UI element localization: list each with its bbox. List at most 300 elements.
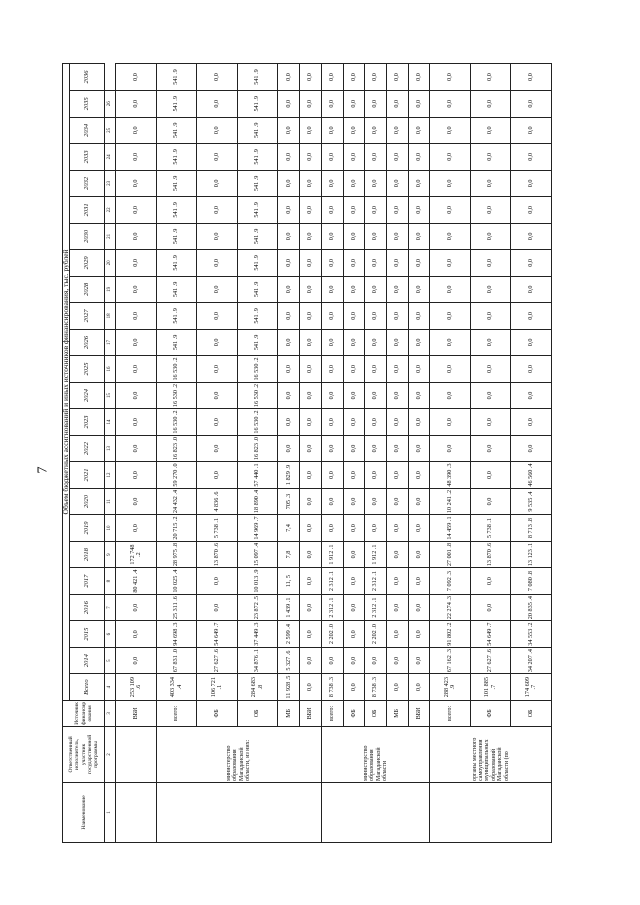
value-cell: 0,0 (197, 568, 238, 595)
value-cell: 0,0 (321, 223, 343, 250)
value-cell: 0,0 (343, 568, 365, 595)
value-cell: 34 553 .2 (511, 621, 552, 648)
value-cell: 0,0 (365, 276, 387, 303)
value-cell: 0,0 (511, 170, 552, 197)
value-cell: 0,0 (197, 91, 238, 118)
value-cell: 0,0 (321, 117, 343, 144)
value-cell: 0,0 (321, 329, 343, 356)
value-cell: 0,0 (387, 223, 409, 250)
value-cell: 67 162 .3 (430, 647, 471, 674)
value-cell: 94 698 .3 (156, 621, 197, 648)
value-cell: 0,0 (365, 515, 387, 542)
row-name (116, 782, 157, 842)
value-cell: 541 .9 (237, 303, 278, 330)
value-cell: 5 738 .1 (470, 515, 511, 542)
value-cell: 0,0 (321, 197, 343, 224)
value-cell: 0,0 (343, 594, 365, 621)
column-number: 15 (105, 382, 116, 409)
value-cell: 0,0 (197, 144, 238, 171)
value-cell: 2 202 .0 (321, 621, 343, 648)
value-cell: 0,0 (343, 144, 365, 171)
value-cell: 7,8 (278, 541, 300, 568)
value-cell: 0,0 (387, 515, 409, 542)
value-cell: 0,0 (197, 356, 238, 383)
value-cell: 25 311 .6 (156, 594, 197, 621)
value-cell: 0,0 (116, 91, 157, 118)
value-cell: 37 449 .3 (237, 621, 278, 648)
value-cell: 0,0 (116, 144, 157, 171)
value-cell: 67 831 .0 (156, 647, 197, 674)
value-cell: 0,0 (343, 250, 365, 277)
value-cell: 541 .9 (156, 64, 197, 91)
column-number: 25 (105, 117, 116, 144)
value-cell: 0,0 (197, 276, 238, 303)
value-cell: 0,0 (511, 91, 552, 118)
header-responsible: Ответственный исполнитель, участник государственной программы (63, 726, 105, 782)
value-cell: 8 738 .3 (321, 674, 343, 701)
value-cell: 0,0 (470, 488, 511, 515)
value-cell: 0,0 (387, 117, 409, 144)
value-cell: 0,0 (430, 276, 471, 303)
value-cell: 0,0 (511, 197, 552, 224)
value-cell: 0,0 (300, 356, 322, 383)
value-cell: 5 327 .6 (278, 647, 300, 674)
value-cell: 541 .9 (156, 117, 197, 144)
value-cell: 20 715 .2 (156, 515, 197, 542)
value-cell: 0,0 (300, 435, 322, 462)
value-cell: 16 530 .2 (156, 409, 197, 436)
value-cell: 0,0 (387, 250, 409, 277)
value-cell: 0,0 (278, 276, 300, 303)
header-year: 2036 (70, 64, 105, 91)
value-cell: 541 .9 (237, 170, 278, 197)
value-cell: 59 270 .0 (156, 462, 197, 489)
header-year: 2018 (70, 541, 105, 568)
header-funding: Объем бюджетных ассигнований и иных источников финансирования, тыс. рублей (63, 64, 70, 701)
value-cell: 0,0 (408, 568, 430, 595)
value-cell: 1 912 .1 (321, 541, 343, 568)
value-cell: 0,0 (430, 329, 471, 356)
value-cell: 0,0 (116, 647, 157, 674)
rotated-table-wrapper (62, 63, 552, 843)
column-number: 13 (105, 435, 116, 462)
table-row (237, 64, 278, 843)
value-cell: 0,0 (300, 621, 322, 648)
value-cell: 22 274 .3 (430, 594, 471, 621)
value-cell: 0,0 (343, 382, 365, 409)
column-number: 4 (105, 674, 116, 701)
value-cell: 0,0 (343, 435, 365, 462)
value-cell: 541 .9 (237, 250, 278, 277)
value-cell: 0,0 (408, 144, 430, 171)
value-cell: 0,0 (430, 435, 471, 462)
value-cell: 34 876 .1 (237, 647, 278, 674)
value-cell: 0,0 (343, 64, 365, 91)
value-cell: 101 885 .7 (470, 674, 511, 701)
value-cell: 2 312 .1 (365, 568, 387, 595)
row-source: всего: (321, 700, 343, 726)
header-year: 2028 (70, 276, 105, 303)
value-cell: 0,0 (408, 250, 430, 277)
value-cell: 541 .9 (237, 144, 278, 171)
value-cell: 0,0 (408, 382, 430, 409)
value-cell: 0,0 (387, 488, 409, 515)
value-cell: 0,0 (430, 382, 471, 409)
value-cell: 0,0 (387, 382, 409, 409)
value-cell: 27 001 .8 (430, 541, 471, 568)
value-cell: 9 535 .4 (511, 488, 552, 515)
value-cell: 0,0 (116, 117, 157, 144)
value-cell: 174 609 .7 (511, 674, 552, 701)
value-cell: 0,0 (321, 382, 343, 409)
value-cell: 0,0 (343, 117, 365, 144)
value-cell: 7 092 .3 (430, 568, 471, 595)
value-cell: 403 334 .4 (156, 674, 197, 701)
value-cell: 11 928 .5 (278, 674, 300, 701)
value-cell: 0,0 (321, 276, 343, 303)
value-cell: 0,0 (387, 276, 409, 303)
column-number: 26 (105, 91, 116, 118)
header-year: 2016 (70, 594, 105, 621)
header-year: 2020 (70, 488, 105, 515)
value-cell: 541 .9 (156, 197, 197, 224)
header-year: 2031 (70, 197, 105, 224)
value-cell: 0,0 (321, 64, 343, 91)
table-row (470, 64, 511, 843)
value-cell: 288 423 .9 (430, 674, 471, 701)
value-cell: 0,0 (408, 276, 430, 303)
value-cell: 541 .9 (156, 223, 197, 250)
value-cell: 0,0 (321, 250, 343, 277)
value-cell: 0,0 (365, 462, 387, 489)
table-row (278, 64, 300, 843)
table-row (365, 64, 387, 843)
value-cell: 0,0 (430, 250, 471, 277)
value-cell: 0,0 (365, 647, 387, 674)
value-cell: 0,0 (387, 621, 409, 648)
value-cell: 0,0 (408, 91, 430, 118)
value-cell: 0,0 (197, 594, 238, 621)
value-cell: 0,0 (511, 409, 552, 436)
value-cell: 15 097 .4 (237, 541, 278, 568)
value-cell: 0,0 (511, 250, 552, 277)
value-cell: 0,0 (470, 117, 511, 144)
value-cell: 0,0 (408, 462, 430, 489)
column-number: 10 (105, 515, 116, 542)
value-cell: 541 .9 (237, 117, 278, 144)
value-cell: 0,0 (116, 515, 157, 542)
value-cell: 0,0 (470, 250, 511, 277)
value-cell: 0,0 (197, 250, 238, 277)
row-name (156, 782, 321, 842)
value-cell: 0,0 (408, 223, 430, 250)
value-cell: 0,0 (511, 223, 552, 250)
value-cell: 541 .9 (156, 329, 197, 356)
funding-table (62, 63, 552, 843)
value-cell: 0,0 (387, 329, 409, 356)
page-number: 7 (35, 466, 51, 474)
value-cell: 0,0 (365, 250, 387, 277)
value-cell: 0,0 (387, 568, 409, 595)
value-cell: 0,0 (343, 515, 365, 542)
value-cell: 284 683 .8 (237, 674, 278, 701)
value-cell: 0,0 (343, 356, 365, 383)
column-number: 3 (105, 700, 116, 726)
value-cell: 2 202 .0 (365, 621, 387, 648)
value-cell: 0,0 (470, 435, 511, 462)
value-cell: 0,0 (300, 409, 322, 436)
column-number: 12 (105, 462, 116, 489)
value-cell: 0,0 (511, 329, 552, 356)
value-cell: 0,0 (408, 329, 430, 356)
value-cell: 0,0 (430, 144, 471, 171)
header-year: 2023 (70, 409, 105, 436)
value-cell: 0,0 (321, 435, 343, 462)
value-cell: 0,0 (470, 223, 511, 250)
header-year: 2033 (70, 144, 105, 171)
column-number: 9 (105, 541, 116, 568)
row-source: МБ (387, 700, 409, 726)
value-cell: 0,0 (408, 409, 430, 436)
value-cell: 0,0 (387, 170, 409, 197)
value-cell: 0,0 (511, 382, 552, 409)
value-cell: 0,0 (278, 329, 300, 356)
value-cell: 0,0 (116, 382, 157, 409)
table-row (511, 64, 552, 843)
value-cell: 541 .9 (237, 64, 278, 91)
column-number: 20 (105, 250, 116, 277)
value-cell: 27 627 .6 (197, 647, 238, 674)
value-cell: 0,0 (321, 488, 343, 515)
value-cell: 0,0 (300, 276, 322, 303)
value-cell: 0,0 (343, 170, 365, 197)
value-cell: 14 969 .7 (237, 515, 278, 542)
value-cell: 541 .9 (237, 91, 278, 118)
value-cell: 0,0 (278, 223, 300, 250)
value-cell: 5 738 .1 (197, 515, 238, 542)
value-cell: 0,0 (343, 276, 365, 303)
row-source: МБ (278, 700, 300, 726)
value-cell: 2 312 .1 (321, 594, 343, 621)
value-cell: 541 .9 (237, 197, 278, 224)
value-cell: 0,0 (511, 435, 552, 462)
value-cell: 0,0 (470, 594, 511, 621)
value-cell: 0,0 (197, 170, 238, 197)
value-cell: 2 599 .4 (278, 621, 300, 648)
value-cell: 0,0 (278, 303, 300, 330)
value-cell: 0,0 (300, 170, 322, 197)
value-cell: 0,0 (408, 117, 430, 144)
value-cell: 0,0 (387, 462, 409, 489)
row-name (430, 782, 552, 842)
value-cell: 0,0 (430, 170, 471, 197)
value-cell: 0,0 (300, 303, 322, 330)
value-cell: 0,0 (343, 197, 365, 224)
value-cell: 0,0 (197, 223, 238, 250)
value-cell: 0,0 (387, 674, 409, 701)
table-row (343, 64, 365, 843)
value-cell: 0,0 (116, 170, 157, 197)
value-cell: 16 530 .2 (156, 382, 197, 409)
value-cell: 0,0 (278, 117, 300, 144)
value-cell: 0,0 (365, 435, 387, 462)
header-year: 2029 (70, 250, 105, 277)
value-cell: 0,0 (511, 64, 552, 91)
value-cell: 0,0 (116, 303, 157, 330)
value-cell: 0,0 (365, 329, 387, 356)
value-cell: 0,0 (511, 276, 552, 303)
value-cell: 24 432 .4 (156, 488, 197, 515)
value-cell: 0,0 (116, 356, 157, 383)
column-number: 2 (105, 726, 116, 782)
value-cell: 0,0 (430, 64, 471, 91)
value-cell: 0,0 (408, 197, 430, 224)
value-cell: 0,0 (116, 223, 157, 250)
value-cell: 0,0 (365, 170, 387, 197)
value-cell: 7,4 (278, 515, 300, 542)
column-number: 23 (105, 170, 116, 197)
value-cell: 0,0 (408, 674, 430, 701)
value-cell: 0,0 (343, 674, 365, 701)
value-cell: 0,0 (408, 594, 430, 621)
column-number: 21 (105, 223, 116, 250)
value-cell: 541 .9 (156, 170, 197, 197)
value-cell: 172 748 .2 (116, 541, 157, 568)
value-cell: 0,0 (365, 303, 387, 330)
value-cell: 0,0 (387, 197, 409, 224)
value-cell: 0,0 (300, 144, 322, 171)
row-source: ВБИ (408, 700, 430, 726)
value-cell: 28 975 .8 (156, 541, 197, 568)
value-cell: 54 649 .7 (470, 621, 511, 648)
value-cell: 0,0 (430, 303, 471, 330)
value-cell: 0,0 (321, 462, 343, 489)
value-cell: 8 738 .3 (365, 674, 387, 701)
header-year: 2014 (70, 647, 105, 674)
value-cell: 8 713 .8 (511, 515, 552, 542)
table-row (300, 64, 322, 843)
value-cell: 0,0 (387, 541, 409, 568)
column-number: 24 (105, 144, 116, 171)
value-cell: 253 109 .6 (116, 674, 157, 701)
value-cell: 14 459 .1 (430, 515, 471, 542)
value-cell: 0,0 (470, 409, 511, 436)
value-cell: 541 .9 (237, 223, 278, 250)
value-cell: 0,0 (116, 64, 157, 91)
value-cell: 0,0 (387, 303, 409, 330)
value-cell: 0,0 (365, 91, 387, 118)
value-cell: 16 823 .0 (156, 435, 197, 462)
value-cell: 0,0 (343, 91, 365, 118)
value-cell: 10 025 .4 (156, 568, 197, 595)
column-number: 19 (105, 276, 116, 303)
header-year: 2030 (70, 223, 105, 250)
value-cell: 0,0 (321, 647, 343, 674)
header-year: 2027 (70, 303, 105, 330)
value-cell: 46 560 .4 (511, 462, 552, 489)
row-responsible: министерство образования Магаданской области, из них: (156, 726, 321, 782)
value-cell: 0,0 (470, 568, 511, 595)
value-cell: 0,0 (470, 329, 511, 356)
row-source: ФБ (343, 700, 365, 726)
header-year: 2025 (70, 356, 105, 383)
value-cell: 0,0 (511, 303, 552, 330)
header-year: 2015 (70, 621, 105, 648)
value-cell: 0,0 (300, 541, 322, 568)
value-cell: 0,0 (300, 382, 322, 409)
value-cell: 0,0 (278, 197, 300, 224)
value-cell: 0,0 (365, 117, 387, 144)
value-cell: 16 530 .2 (237, 382, 278, 409)
value-cell: 0,0 (116, 409, 157, 436)
value-cell: 0,0 (511, 117, 552, 144)
column-number: 11 (105, 488, 116, 515)
value-cell: 10 013 .9 (237, 568, 278, 595)
value-cell: 0,0 (365, 382, 387, 409)
value-cell: 0,0 (116, 329, 157, 356)
value-cell: 0,0 (116, 197, 157, 224)
value-cell: 0,0 (321, 515, 343, 542)
value-cell: 0,0 (321, 409, 343, 436)
value-cell: 0,0 (300, 647, 322, 674)
value-cell: 0,0 (278, 144, 300, 171)
value-cell: 7 080 .8 (511, 568, 552, 595)
column-number: 8 (105, 568, 116, 595)
value-cell: 0,0 (197, 409, 238, 436)
value-cell: 0,0 (365, 64, 387, 91)
value-cell: 0,0 (278, 170, 300, 197)
value-cell: 48 390 .3 (430, 462, 471, 489)
value-cell: 13 870 .6 (197, 541, 238, 568)
value-cell: 0,0 (430, 197, 471, 224)
row-source: ВБИ (116, 700, 157, 726)
value-cell: 0,0 (408, 515, 430, 542)
value-cell: 0,0 (197, 435, 238, 462)
table-row (430, 64, 471, 843)
value-cell: 2 312 .1 (365, 594, 387, 621)
row-responsible (116, 726, 157, 782)
value-cell: 0,0 (343, 409, 365, 436)
value-cell: 0,0 (387, 409, 409, 436)
column-number: 14 (105, 409, 116, 436)
value-cell: 0,0 (321, 303, 343, 330)
value-cell: 0,0 (408, 356, 430, 383)
value-cell: 0,0 (116, 594, 157, 621)
value-cell: 18 890 .4 (237, 488, 278, 515)
value-cell: 0,0 (278, 91, 300, 118)
value-cell: 0,0 (321, 144, 343, 171)
value-cell: 1 829 .9 (278, 462, 300, 489)
header-year: 2026 (70, 329, 105, 356)
value-cell: 0,0 (197, 197, 238, 224)
value-cell: 0,0 (470, 64, 511, 91)
value-cell: 0,0 (278, 409, 300, 436)
row-source: всего: (430, 700, 471, 726)
column-number: 1 (105, 782, 116, 842)
value-cell: 34 207 .4 (511, 647, 552, 674)
value-cell: 1 439 .1 (278, 594, 300, 621)
value-cell: 0,0 (343, 541, 365, 568)
value-cell: 0,0 (300, 223, 322, 250)
value-cell: 2 312 .1 (321, 568, 343, 595)
value-cell: 0,0 (278, 356, 300, 383)
value-cell: 0,0 (278, 64, 300, 91)
column-number: 18 (105, 303, 116, 330)
value-cell: 541 .9 (156, 303, 197, 330)
value-cell: 0,0 (197, 462, 238, 489)
value-cell: 0,0 (511, 144, 552, 171)
header-year: 2032 (70, 170, 105, 197)
